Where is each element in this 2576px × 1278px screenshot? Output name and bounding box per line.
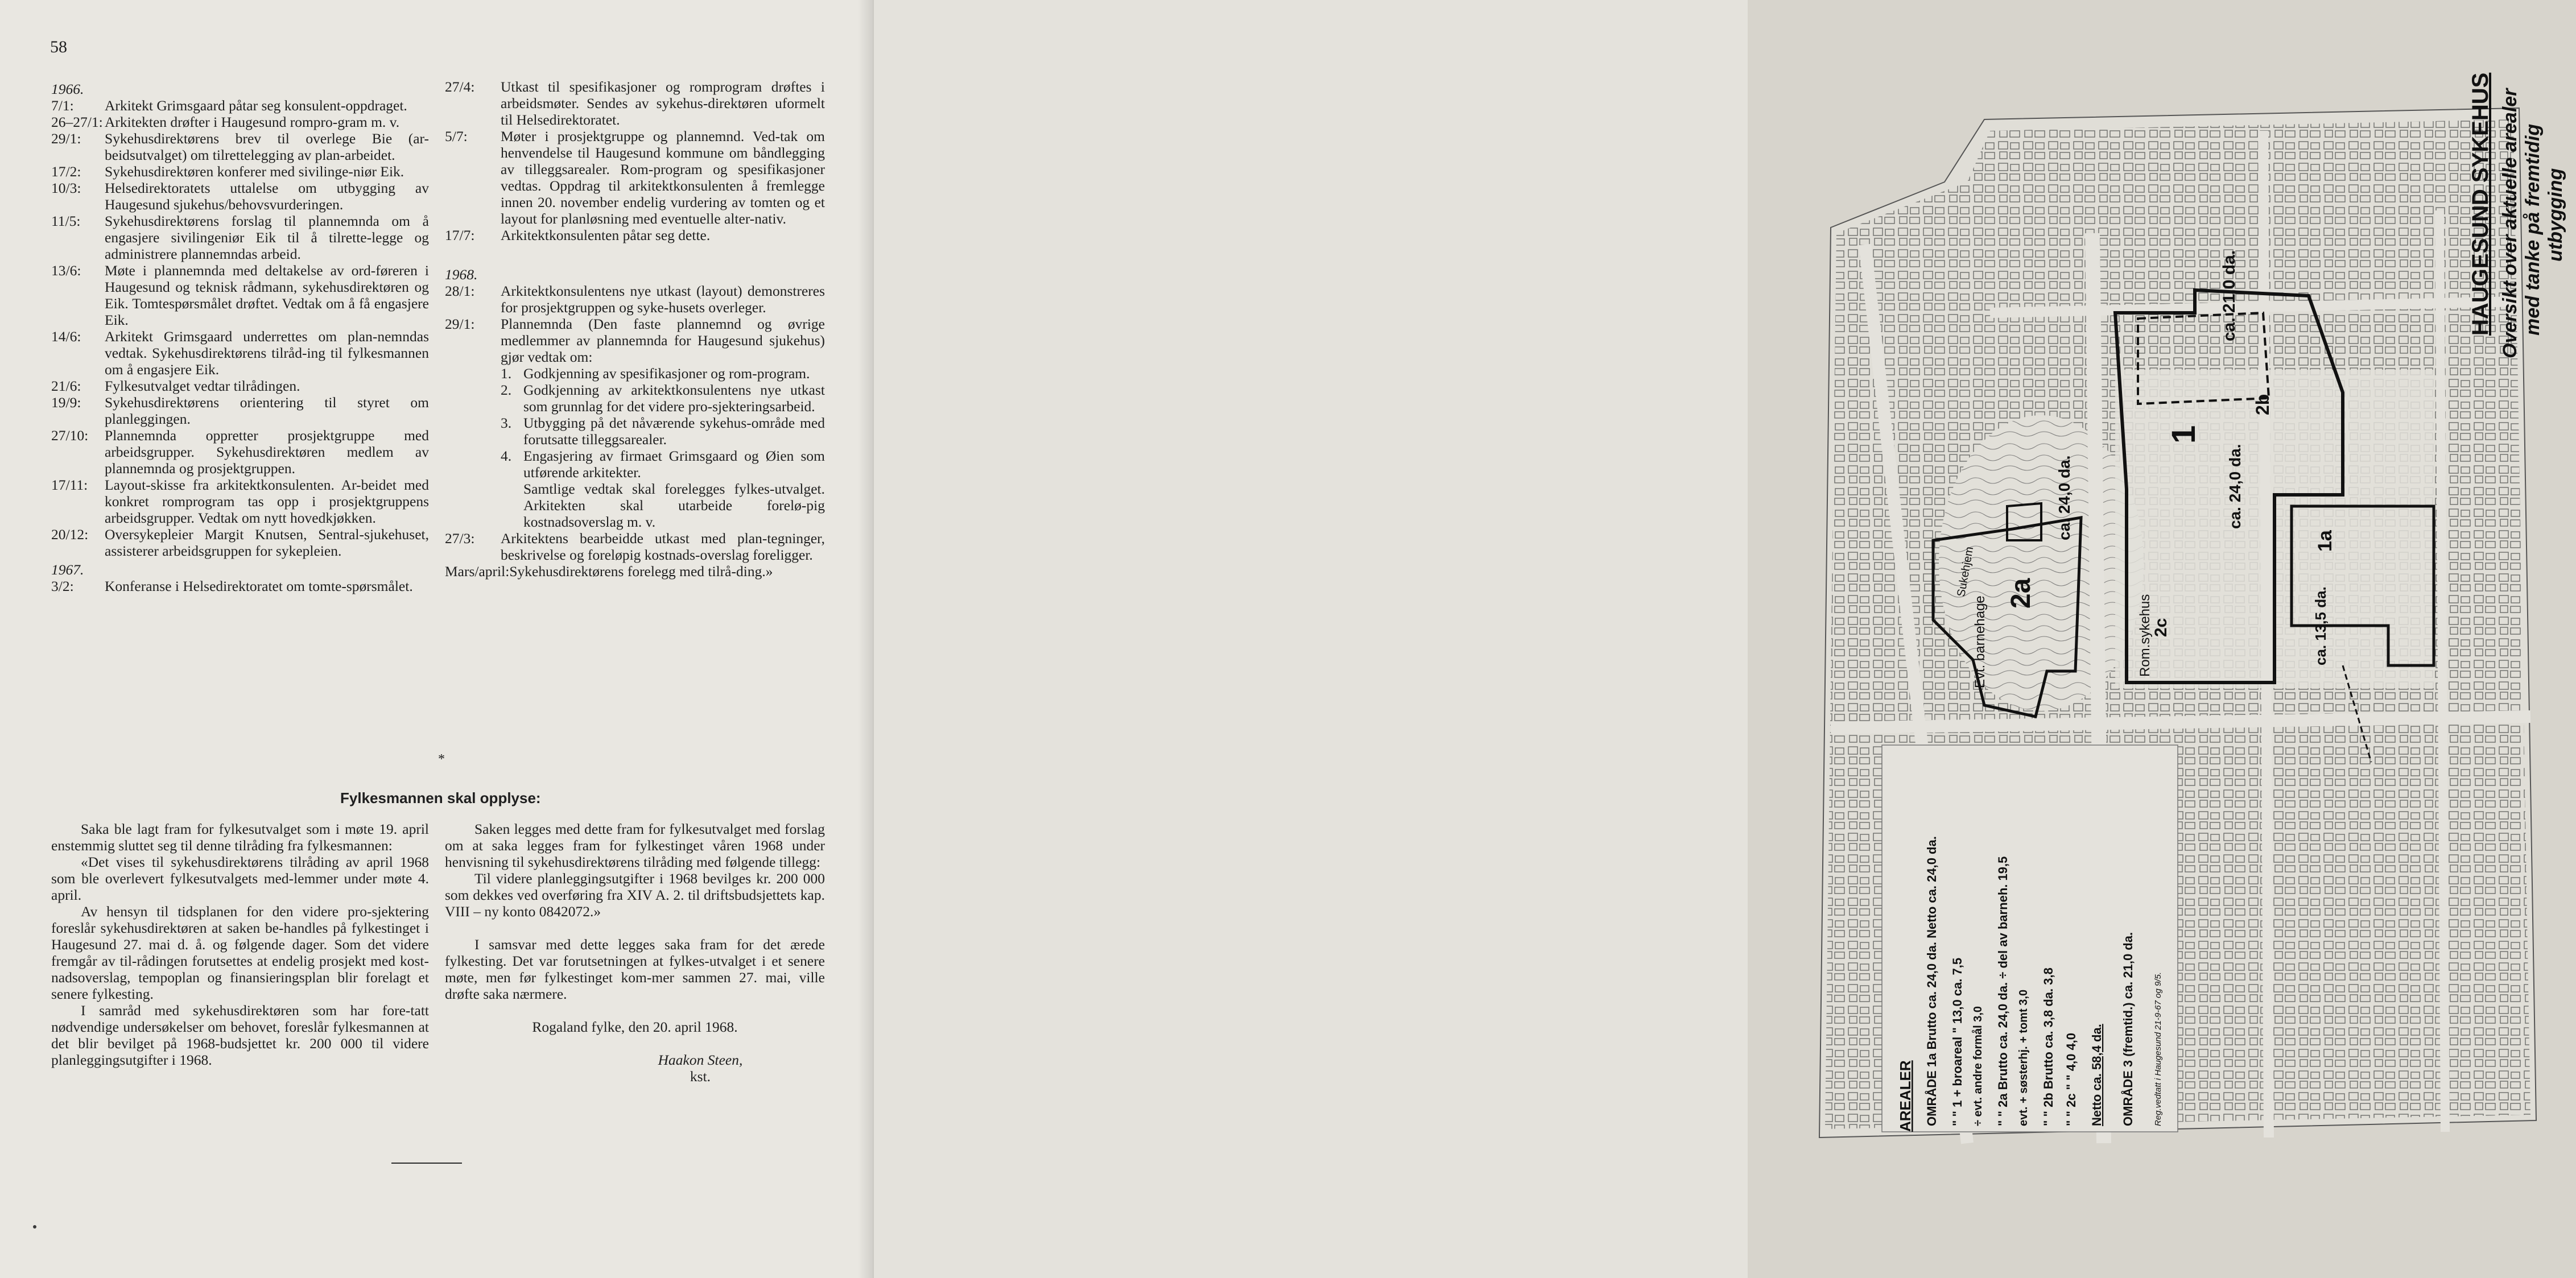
body-paragraph: «Det vises til sykehusdirektørens tilråding av april 1968 som ble overlevert fylkesutvalgets med-lemmer under møte 4. april. <box>51 854 429 903</box>
area-label: ca. 13,5 da. <box>2312 586 2329 665</box>
legend-line: " " 2a Brutto ca. 24,0 da. ÷ del av barneh. 19,5 <box>1996 856 2010 1126</box>
entry-date: 20/12: <box>51 526 89 543</box>
resolution-number: 4. <box>501 448 512 464</box>
page-speck <box>33 1225 36 1229</box>
area-label: ca. 24,0 da. <box>2226 444 2244 529</box>
resolutions-closing: Samtlige vedtak skal forelegges fylkes-utvalget. Arkitekten skal utarbeide forelø-pig kostnadsoverslag m. v. <box>523 481 825 530</box>
legend-line: ÷ evt. andre formål 3,0 <box>1972 1006 1984 1126</box>
legend-heading: AREALER <box>1897 1060 1914 1132</box>
entry-text: Sykehusdirektørens orientering til styret om planleggingen. <box>105 394 429 427</box>
entry-date: 17/7: <box>445 227 475 243</box>
entry-text: Arkitekten drøfter i Haugesund rompro-gram m. v. <box>105 114 400 130</box>
legend-line: " " 2c " " 4,0 4,0 <box>2064 1032 2078 1126</box>
entry-text: Plannemnda oppretter prosjektgruppe med arbeidsgrupper. Sykehusdirektøren medlem av plannemnda og prosjektgruppen. <box>105 427 429 477</box>
signature-title: kst. <box>690 1068 711 1085</box>
body-paragraph: Av hensyn til tidsplanen for den videre pro-sjektering foreslår sykehusdirektøren at saken be-handles på fylkestinget i Haugesund 27. mai d. å. og følgende dager. Som det videre fremgår av til-rådingen forutsettes at endelig prosjekt med kost-nadsoverslag, tempoplan og finansieringsplan blir forelagt et senere fylkesting. <box>51 903 429 1002</box>
site-map-drawing <box>1797 72 2576 1155</box>
chronology-entry <box>51 130 429 163</box>
zone-label: 1 <box>2165 425 2202 444</box>
chronology-entry <box>51 180 429 213</box>
entry-date: 19/9: <box>51 394 81 411</box>
resolution-text: Godkjenning av arkitektkonsulentens nye utkast som grunnlag for det videre pro-sjekteringsarbeid. <box>523 382 825 415</box>
resolution-item <box>501 415 825 448</box>
entry-date: 27/10: <box>51 427 89 444</box>
section-heading: Fylkesmannen skal opplyse: <box>340 789 541 806</box>
chronology-left-column <box>51 78 429 594</box>
entry-date: 27/4: <box>445 78 475 95</box>
chronology-entry <box>51 262 429 328</box>
chronology-entry <box>51 163 429 180</box>
chronology-entry <box>51 213 429 262</box>
body-paragraph: I samsvar med dette legges saka fram for det ærede fylkesting. Det var forutsetningen at fylkes-utvalget i et senere møte, men før fylkestinget kom-mer sammen 27. mai, ville drøfte saka nærmere. <box>445 936 825 1002</box>
body-paragraph: Saka ble lagt fram for fylkesutvalget som i møte 19. april enstemmig sluttet seg til denne tilråding fra fylkesmannen: <box>51 821 429 854</box>
chronology-entry <box>445 128 825 227</box>
zone-label: 2a <box>2006 578 2036 609</box>
resolution-text: Utbygging på det nåværende sykehus-område med forutsatte tilleggsarealer. <box>523 415 825 448</box>
entry-text: Arkitekt Grimsgaard underrettes om plan-nemndas vedtak. Sykehusdirektørens tilråd-ing til fylkesmannen om å engasjere Eik. <box>105 328 429 378</box>
entry-date: 17/2: <box>51 163 81 180</box>
entry-text: Sykehusdirektørens forelegg med tilrå-ding.» <box>509 563 773 580</box>
legend-line: OMRÅDE 1a Brutto ca. 24,0 da. Netto ca. 24,0 da. <box>1925 836 1939 1126</box>
entry-text: Møte i plannemnda med deltakelse av ord-føreren i Haugesund og teknisk rådmann, sykehusdirektøren og Eik. Tomtespørsmålet drøftet. Vedtak om å få engasjere Eik. <box>105 262 429 328</box>
chronology-entry <box>445 283 825 316</box>
chronology-entry <box>51 97 429 114</box>
page-number: 58 <box>50 38 67 56</box>
map-road <box>2439 210 2445 1132</box>
chronology-entry <box>51 394 429 427</box>
entry-text: Konferanse i Helsedirektoratet om tomte-spørsmålet. <box>105 578 413 594</box>
resolution-item <box>501 448 825 481</box>
chronology-entry <box>445 563 825 580</box>
year-heading: 1967. <box>51 561 84 578</box>
chronology-entry <box>51 378 429 394</box>
entry-text: Helsedirektoratets uttalelse om utbygging av Haugesund sjukehus/behovsvurderingen. <box>105 180 429 213</box>
entry-date: 11/5: <box>51 213 81 229</box>
entry-date: 7/1: <box>51 97 74 114</box>
entry-text: Sykehusdirektørens forslag til plannemnda om å engasjere sivilingeniør Eik til å tilrette-legge og administrere plannemndas arbeid. <box>105 213 429 262</box>
entry-text: Arkitektkonsulentens nye utkast (layout) demonstreres for prosjektgruppen og syke-husets overleger. <box>501 283 825 316</box>
entry-text: Utkast til spesifikasjoner og romprogram drøftes i arbeidsmøter. Sendes av sykehus-direktøren uformelt til Helsedirektoratet. <box>501 78 825 128</box>
chronology-entry <box>445 78 825 128</box>
left-page <box>0 0 874 1278</box>
zone-label: 1a <box>2314 530 2336 552</box>
entry-text: Arkitektkonsulenten påtar seg dette. <box>501 227 711 243</box>
entry-text: Møter i prosjektgruppe og plannemnd. Ved-tak om henvendelse til Haugesund kommune om båndlegging av tilleggsarealer. Rom-program og spesifikasjoner vedtas. Oppdrag til arkitektkonsulenten å fremlegge innen 20. november endelig vurdering av tomten og et layout for planløsning med eventuelle alter-nativ. <box>501 128 825 227</box>
legend-line: " " 2b Brutto ca. 3,8 da. 3,8 <box>2041 967 2055 1126</box>
map-road <box>2263 131 2269 1138</box>
area-label: ca. 21,0 da. <box>2220 250 2239 341</box>
chronology-entry <box>445 227 825 243</box>
entry-text: Sykehusdirektøren konferer med sivilinge-niør Eik. <box>105 163 404 180</box>
map-subtitle: med tanke på fremtidig <box>2522 123 2544 336</box>
legend-line: Reg.vedtatt i Haugesund 21-9-67 og 9/5. <box>2153 971 2163 1126</box>
resolution-number: 2. <box>501 382 512 398</box>
site-map <box>1797 72 2576 1155</box>
year-heading: 1968. <box>445 266 478 283</box>
chronology-entry <box>51 427 429 477</box>
body-paragraph: I samråd med sykehusdirektøren som har fore-tatt nødvendige undersøkelser om behovet, foreslår fylkesmannen at det blir bevilget på 1968-budsjettet kr. 200 000 til videre planleggingsutgifter i 1968. <box>51 1002 429 1068</box>
entry-text: Oversykepleier Margit Knutsen, Sentral-sjukehuset, assisterer arbeidsgruppen for sykepleien. <box>105 526 429 559</box>
entry-text: Sykehusdirektørens brev til overlege Bie (ar-beidsutvalget) om tilrettelegging av plan-arbeidet. <box>105 130 429 163</box>
area-label: Rom.sykehus <box>2137 594 2153 677</box>
map-title: HAUGESUND SYKEHUS <box>2468 72 2493 336</box>
signature-place-date: Rogaland fylke, den 20. april 1968. <box>532 1019 738 1035</box>
area-label: ca. 24,0 da. <box>2055 455 2073 540</box>
signature-name: Haakon Steen, <box>658 1052 743 1068</box>
legend-line: OMRÅDE 3 (fremtid.) ca. 21,0 da. <box>2121 932 2135 1126</box>
year-heading: 1966. <box>51 81 84 97</box>
resolution-item <box>501 365 825 382</box>
body-right-column <box>445 821 825 1085</box>
chronology-entry <box>51 477 429 526</box>
section-separator: * <box>438 752 445 767</box>
area-label: Evt. barnehage <box>1972 595 1988 688</box>
entry-body <box>501 316 825 530</box>
footer-rule <box>391 1163 462 1164</box>
entry-text: Fylkesutvalget vedtar tilrådingen. <box>105 378 300 394</box>
chronology-entry <box>445 316 825 530</box>
entry-date: 10/3: <box>51 180 81 196</box>
entry-date: 26–27/1: <box>51 114 103 130</box>
body-paragraph: Saken legges med dette fram for fylkesutvalget med forslag om at saka legges fram for fylkestinget våren 1968 under henvisning til sykehusdirektørens tilråding med følgende tillegg: <box>445 821 825 870</box>
chronology-entry <box>445 530 825 563</box>
legend-line: " " 1 + broareal " 13,0 ca. 7,5 <box>1950 957 1964 1126</box>
body-paragraph: Til videre planleggingsutgifter i 1968 bevilges kr. 200 000 som dekkes ved overføring fra XIV A. 2. til driftsbudsjettets kap. VIII – ny konto 0842072.» <box>445 870 825 920</box>
body-left-column <box>51 821 429 1068</box>
entry-text: Arkitektens bearbeidde utkast med plan-tegninger, beskrivelse og foreløpig kostnads-overslag foreligger. <box>501 530 825 563</box>
entry-date: 29/1: <box>51 130 81 147</box>
map-subtitle: Oversikt over aktuelle arealer <box>2499 88 2521 358</box>
entry-date: Mars/april: <box>445 563 510 580</box>
map-subtitle: utbygging <box>2545 168 2566 262</box>
entry-text: Layout-skisse fra arkitektkonsulenten. Ar-beidet med konkret romprogram tas opp i prosjektgruppens arbeidsgrupper. Vedtak om nytt hovedkjøkken. <box>105 477 429 526</box>
chronology-right-column <box>445 78 825 580</box>
resolution-number: 3. <box>501 415 512 431</box>
chronology-entry <box>51 526 429 559</box>
resolution-number: 1. <box>501 365 512 382</box>
entry-date: 13/6: <box>51 262 81 279</box>
entry-date: 5/7: <box>445 128 468 144</box>
entry-date: 27/3: <box>445 530 475 547</box>
resolution-text: Godkjenning av spesifikasjoner og rom-program. <box>523 365 810 382</box>
chronology-entry <box>51 578 429 594</box>
entry-date: 21/6: <box>51 378 81 394</box>
right-page <box>874 0 2566 1278</box>
chronology-entry <box>51 328 429 378</box>
chronology-entry <box>51 114 429 130</box>
entry-date: 28/1: <box>445 283 475 299</box>
resolution-text: Engasjering av firmaet Grimsgaard og Øien som utførende arkitekter. <box>523 448 825 481</box>
entry-date: 14/6: <box>51 328 81 345</box>
entry-date: 29/1: <box>445 316 475 332</box>
area-label: Sukehjem <box>1955 545 1976 598</box>
entry-text: Arkitekt Grimsgaard påtar seg konsulent-oppdraget. <box>105 97 407 114</box>
zone-label: 2c <box>2152 618 2170 637</box>
zone-label: 2b <box>2252 394 2273 415</box>
legend-line: evt. + søsterhj. + tomt 3,0 <box>2017 989 2030 1126</box>
entry-text: Plannemnda (Den faste plannemnd og øvrige medlemmer av plannemnda for Haugesund sjukehus) gjør vedtak om: <box>501 316 825 365</box>
entry-date: 17/11: <box>51 477 88 493</box>
resolution-item <box>501 382 825 415</box>
legend-line: Netto ca. 58,4 da. <box>2090 1024 2104 1126</box>
entry-date: 3/2: <box>51 578 74 594</box>
